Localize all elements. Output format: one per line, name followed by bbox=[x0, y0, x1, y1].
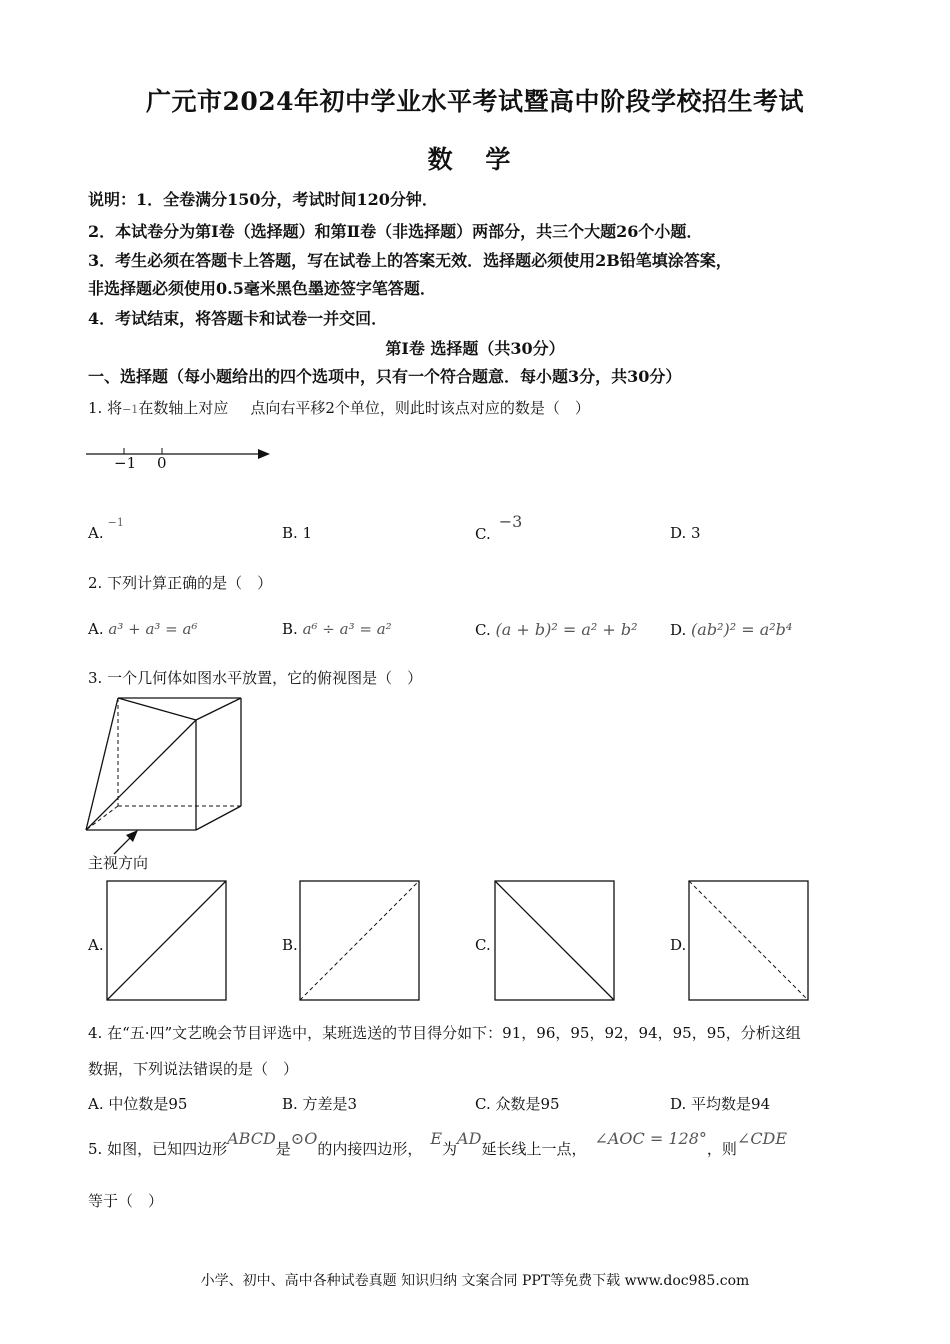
q2-option-b[interactable]: B. a⁶ ÷ a³ = a² bbox=[282, 620, 392, 638]
q1-prefix: 1. 将 bbox=[88, 399, 123, 417]
q4-option-d[interactable]: D. 平均数是94 bbox=[670, 1095, 771, 1113]
question-5-stem: 5. 如图，已知四边形ABCD是⊙O的内接四边形，E为AD延长线上一点，∠AOC = 128°，则∠CDE bbox=[88, 1129, 788, 1158]
q4-option-a[interactable]: A. 中位数是95 bbox=[88, 1095, 188, 1113]
q3-option-d-label[interactable]: D. bbox=[670, 936, 687, 954]
q1-option-c[interactable]: C.−3 bbox=[475, 512, 523, 543]
question-4-stem-line2: 数据，下列说法错误的是（ ） bbox=[88, 1060, 299, 1078]
q1-option-d[interactable]: D. 3 bbox=[670, 524, 701, 542]
q3-option-a-label[interactable]: A. bbox=[88, 936, 104, 954]
q3-option-a-figure[interactable] bbox=[106, 880, 228, 1002]
note-line-2: 2．本试卷分为第Ⅰ卷（选择题）和第Ⅱ卷（非选择题）两部分，共三个大题26个小题． bbox=[88, 222, 703, 241]
exam-title: 广元市2024年初中学业水平考试暨高中阶段学校招生考试 bbox=[145, 87, 805, 116]
q4-option-c[interactable]: C. 众数是95 bbox=[475, 1095, 560, 1113]
question-3-stem: 3. 一个几何体如图水平放置，它的俯视图是（ ） bbox=[88, 669, 423, 687]
view-direction-caption: 主视方向 bbox=[88, 854, 149, 872]
axis-label-zero: 0 bbox=[157, 454, 167, 472]
q3-option-b-figure[interactable] bbox=[299, 880, 421, 1002]
solid-figure bbox=[86, 696, 246, 856]
q5-math-angle-cde: ∠CDE bbox=[736, 1129, 788, 1148]
question-1-stem bbox=[88, 397, 590, 418]
q1-option-a[interactable]: A.$^{-1}$ bbox=[88, 516, 124, 542]
q1-option-b[interactable]: B. 1 bbox=[282, 524, 313, 542]
page-footer: 小学、初中、高中各种试卷真题 知识归纳 文案合同 PPT等免费下载 www.doc985.com bbox=[200, 1273, 750, 1289]
q3-option-c-figure[interactable] bbox=[494, 880, 616, 1002]
note-line-5: 4．考试结束，将答题卡和试卷一并交回． bbox=[88, 309, 388, 328]
q2-option-c[interactable]: C. (a + b)² = a² + b² bbox=[475, 620, 638, 639]
question-4-stem-line1: 4. 在“五·四”文艺晚会节目评选中，某班选送的节目得分如下：91，96，95，92，94，95，95，分析这组 bbox=[88, 1024, 801, 1042]
q2-option-d[interactable]: D. (ab²)² = a²b⁴ bbox=[670, 620, 793, 639]
part1-title: 第Ⅰ卷 选择题（共30分） bbox=[385, 339, 565, 358]
q3-option-b-label[interactable]: B. bbox=[282, 936, 298, 954]
q5-math-ad: AD bbox=[457, 1129, 482, 1148]
q5-math-angle-aoc: ∠AOC = 128° bbox=[594, 1129, 707, 1148]
q3-option-d-figure[interactable] bbox=[688, 880, 810, 1002]
q4-option-b[interactable]: B. 方差是3 bbox=[282, 1095, 358, 1113]
axis-label-minus-one: −1 bbox=[114, 454, 137, 472]
q1-math-number: −1 bbox=[122, 403, 139, 416]
q5-math-abcd: ABCD bbox=[227, 1129, 276, 1148]
q1-suffix: 点向右平移2个单位，则此时该点对应的数是（ ） bbox=[250, 399, 590, 417]
q1-middle: 在数轴上对应 bbox=[138, 399, 229, 417]
note-line-3: 3．考生必须在答题卡上答题，写在试卷上的答案无效．选择题必须使用2B铅笔填涂答案， bbox=[88, 251, 732, 270]
section1-title: 一、选择题（每小题给出的四个选项中，只有一个符合题意．每小题3分，共30分） bbox=[88, 367, 682, 386]
exam-subject: 数 学 bbox=[427, 145, 523, 174]
note-line-4: 非选择题必须使用0.5毫米黑色墨迹签字笔答题． bbox=[88, 279, 436, 298]
q5-math-e: E bbox=[430, 1129, 443, 1148]
question-5-stem-line2: 等于（ ） bbox=[88, 1192, 164, 1210]
q5-math-circle-o: ⊙O bbox=[290, 1129, 318, 1148]
question-2-stem: 2. 下列计算正确的是（ ） bbox=[88, 574, 273, 592]
q3-option-c-label[interactable]: C. bbox=[475, 936, 491, 954]
note-line-1: 说明：1．全卷满分150分，考试时间120分钟． bbox=[88, 190, 438, 209]
q2-option-a[interactable]: A. a³ + a³ = a⁶ bbox=[88, 620, 198, 638]
